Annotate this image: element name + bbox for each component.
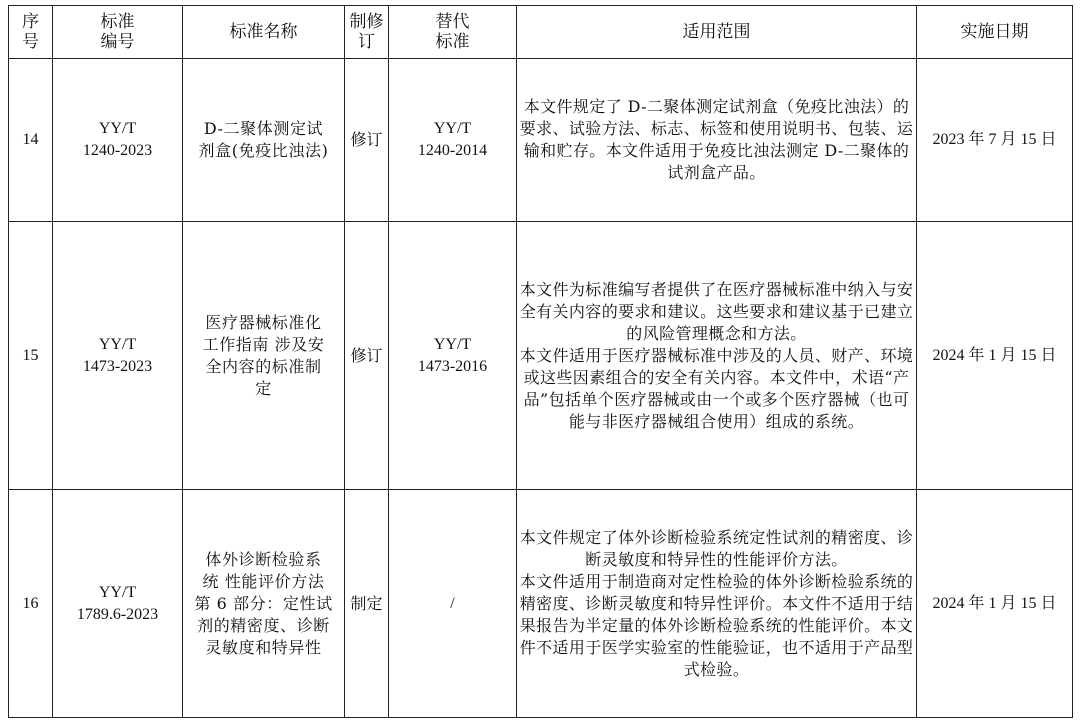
row-code: YY/T 1240-2023 [53,59,183,222]
row-replace: YY/T 1240-2014 [389,59,517,222]
row-type: 修订 [345,59,389,222]
header-code: 标准 编号 [53,6,183,59]
header-seq: 序 号 [9,6,53,59]
row-code: YY/T 1789.6-2023 [53,490,183,718]
row-code: YY/T 1473-2023 [53,222,183,490]
header-replace: 替代 标准 [389,6,517,59]
header-scope: 适用范围 [517,6,917,59]
row-date: 2023 年 7 月 15 日 [917,59,1073,222]
header-name: 标准名称 [183,6,345,59]
row-name: D-二聚体测定试 剂盒(免疫比浊法) [183,59,345,222]
table-row [9,490,1073,718]
row-date: 2024 年 1 月 15 日 [917,490,1073,718]
row-seq: 16 [9,490,53,718]
row-replace: YY/T 1473-2016 [389,222,517,490]
standards-table [8,5,1073,718]
row-replace: / [389,490,517,718]
header-type: 制修 订 [345,6,389,59]
row-scope: 本文件规定了 D-二聚体测定试剂盒（免疫比浊法）的要求、试验方法、标志、标签和使用说明书、包装、运输和贮存。本文件适用于免疫比浊法测定 D-二聚体的试剂盒产品。 [517,59,917,222]
row-seq: 15 [9,222,53,490]
row-name: 医疗器械标准化 工作指南 涉及安 全内容的标准制 定 [183,222,345,490]
row-seq: 14 [9,59,53,222]
row-name: 体外诊断检验系 统 性能评价方法 第 6 部分：定性试 剂的精密度、诊断 灵敏度和特异性 [183,490,345,718]
row-date: 2024 年 1 月 15 日 [917,222,1073,490]
row-scope: 本文件为标准编写者提供了在医疗器械标准中纳入与安全有关内容的要求和建议。这些要求和建议基于已建立的风险管理概念和方法。 本文件适用于医疗器械标准中涉及的人员、财产、环境或这些因素组合的安全有关内容。本文件中，术语“产品”包括单个医疗器械或由一个或多个医疗器械（也可能与非医疗器械组合使用）组成的系统。 [517,222,917,490]
header-date: 实施日期 [917,6,1073,59]
table-row [9,222,1073,490]
row-scope: 本文件规定了体外诊断检验系统定性试剂的精密度、诊断灵敏度和特异性的性能评价方法。 本文件适用于制造商对定性检验的体外诊断检验系统的精密度、诊断灵敏度和特异性评价。本文件不适用于结果报告为半定量的体外诊断检验系统的性能评价。本文件不适用于医学实验室的性能验证，也不适用于产品型式检验。 [517,490,917,718]
row-type: 制定 [345,490,389,718]
table-row [9,59,1073,222]
row-type: 修订 [345,222,389,490]
header-row [9,6,1073,59]
